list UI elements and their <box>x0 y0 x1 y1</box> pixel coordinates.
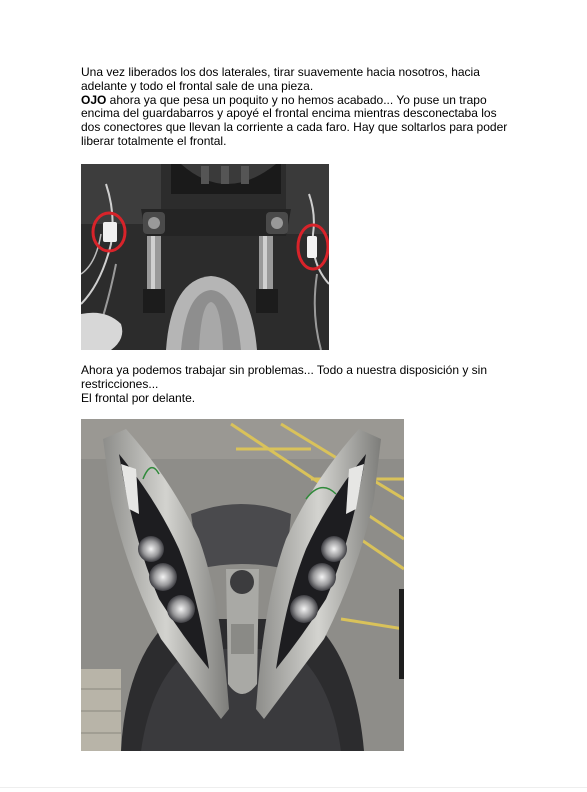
front-caption: El frontal por delante. <box>81 390 196 405</box>
connectors-photo-drawing <box>81 164 329 350</box>
work-freely-text: Ahora ya podemos trabajar sin problemas... Todo a nuestra disposición y sin restricciones... <box>81 363 488 391</box>
removal-instruction-text: Una vez liberados los dos laterales, tirar suavemente hacia nosotros, hacia adelante y todo el frontal sale de una pieza. <box>81 65 480 93</box>
warning-text: ahora ya que pesa un poquito y no hemos acabado... Yo puse un trapo encima del guardabarros y apoyé el frontal encima mientras desconectaba los dos conectores que llevan la corriente a cada faro. Hay que soltarlos para poder liberar totalmente el frontal. <box>81 92 508 148</box>
page-bottom-divider <box>0 787 587 788</box>
connectors-photo <box>81 164 329 350</box>
intro-paragraph <box>81 66 511 149</box>
front-fairing-photo-drawing <box>81 419 404 751</box>
front-fairing-photo <box>81 419 404 751</box>
second-paragraph <box>81 364 511 405</box>
warning-paragraph <box>81 94 511 149</box>
warning-label: OJO <box>81 92 107 107</box>
